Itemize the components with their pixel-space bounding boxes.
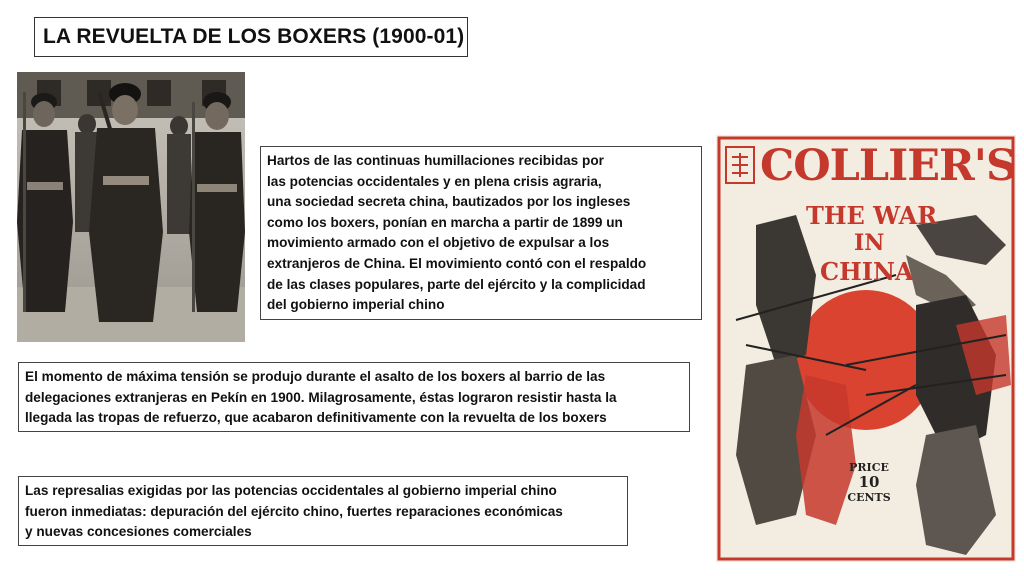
price-unit: CENTS (847, 491, 891, 504)
intro-line: del gobierno imperial chino (267, 297, 445, 313)
tension-line: El momento de máxima tensión se produjo durante el asalto de los boxers al barrio de las (25, 369, 606, 384)
cover-headline-1: THE WAR (806, 201, 938, 230)
boxer-soldiers-illustration (17, 72, 245, 342)
intro-line: extranjeros de China. El movimiento contó con el respaldo (267, 255, 647, 271)
intro-line: de las clases populares, parte del ejército y la complicidad (267, 276, 646, 292)
intro-line: una sociedad secreta china, bautizados por los ingleses (267, 194, 631, 210)
tension-line: delegaciones extranjeras en Pekín en 1900. Milagrosamente, éstas lograron resistir hasta la (25, 389, 617, 405)
tension-line: llegada las tropas de refuerzo, que acabaron definitivamente con la revuelta de los boxers (25, 410, 607, 426)
reprisals-line: y nuevas concesiones comerciales (25, 524, 252, 540)
tension-text-box (18, 362, 690, 432)
colliers-cover (716, 135, 1016, 562)
cover-headline-2: IN (854, 230, 885, 256)
reprisals-text-box (18, 476, 628, 546)
reprisals-line: fueron inmediatas: depuración del ejército chino, fuertes reparaciones económicas (25, 503, 563, 519)
intro-text-box (260, 146, 702, 320)
slide-title: LA REVUELTA DE LOS BOXERS (1900-01) (34, 17, 468, 57)
cover-price (844, 460, 894, 505)
intro-line: movimiento armado con el objetivo de expulsar a los (267, 235, 610, 251)
reprisals-line: Las represalias exigidas por las potencias occidentales al gobierno imperial chino (25, 483, 557, 498)
boxer-soldiers-photo (17, 72, 245, 342)
cover-headline-3: CHINA (820, 257, 914, 286)
price-amount: 10 (858, 473, 880, 491)
price-label: PRICE (849, 461, 889, 474)
cover-masthead: COLLIER'S (760, 141, 1016, 191)
intro-line: las potencias occidentales y en plena crisis agraria, (267, 173, 602, 189)
intro-line: como los boxers, ponían en marcha a partir de 1899 un (267, 214, 623, 230)
intro-line: Hartos de las continuas humillaciones recibidas por (267, 153, 604, 168)
